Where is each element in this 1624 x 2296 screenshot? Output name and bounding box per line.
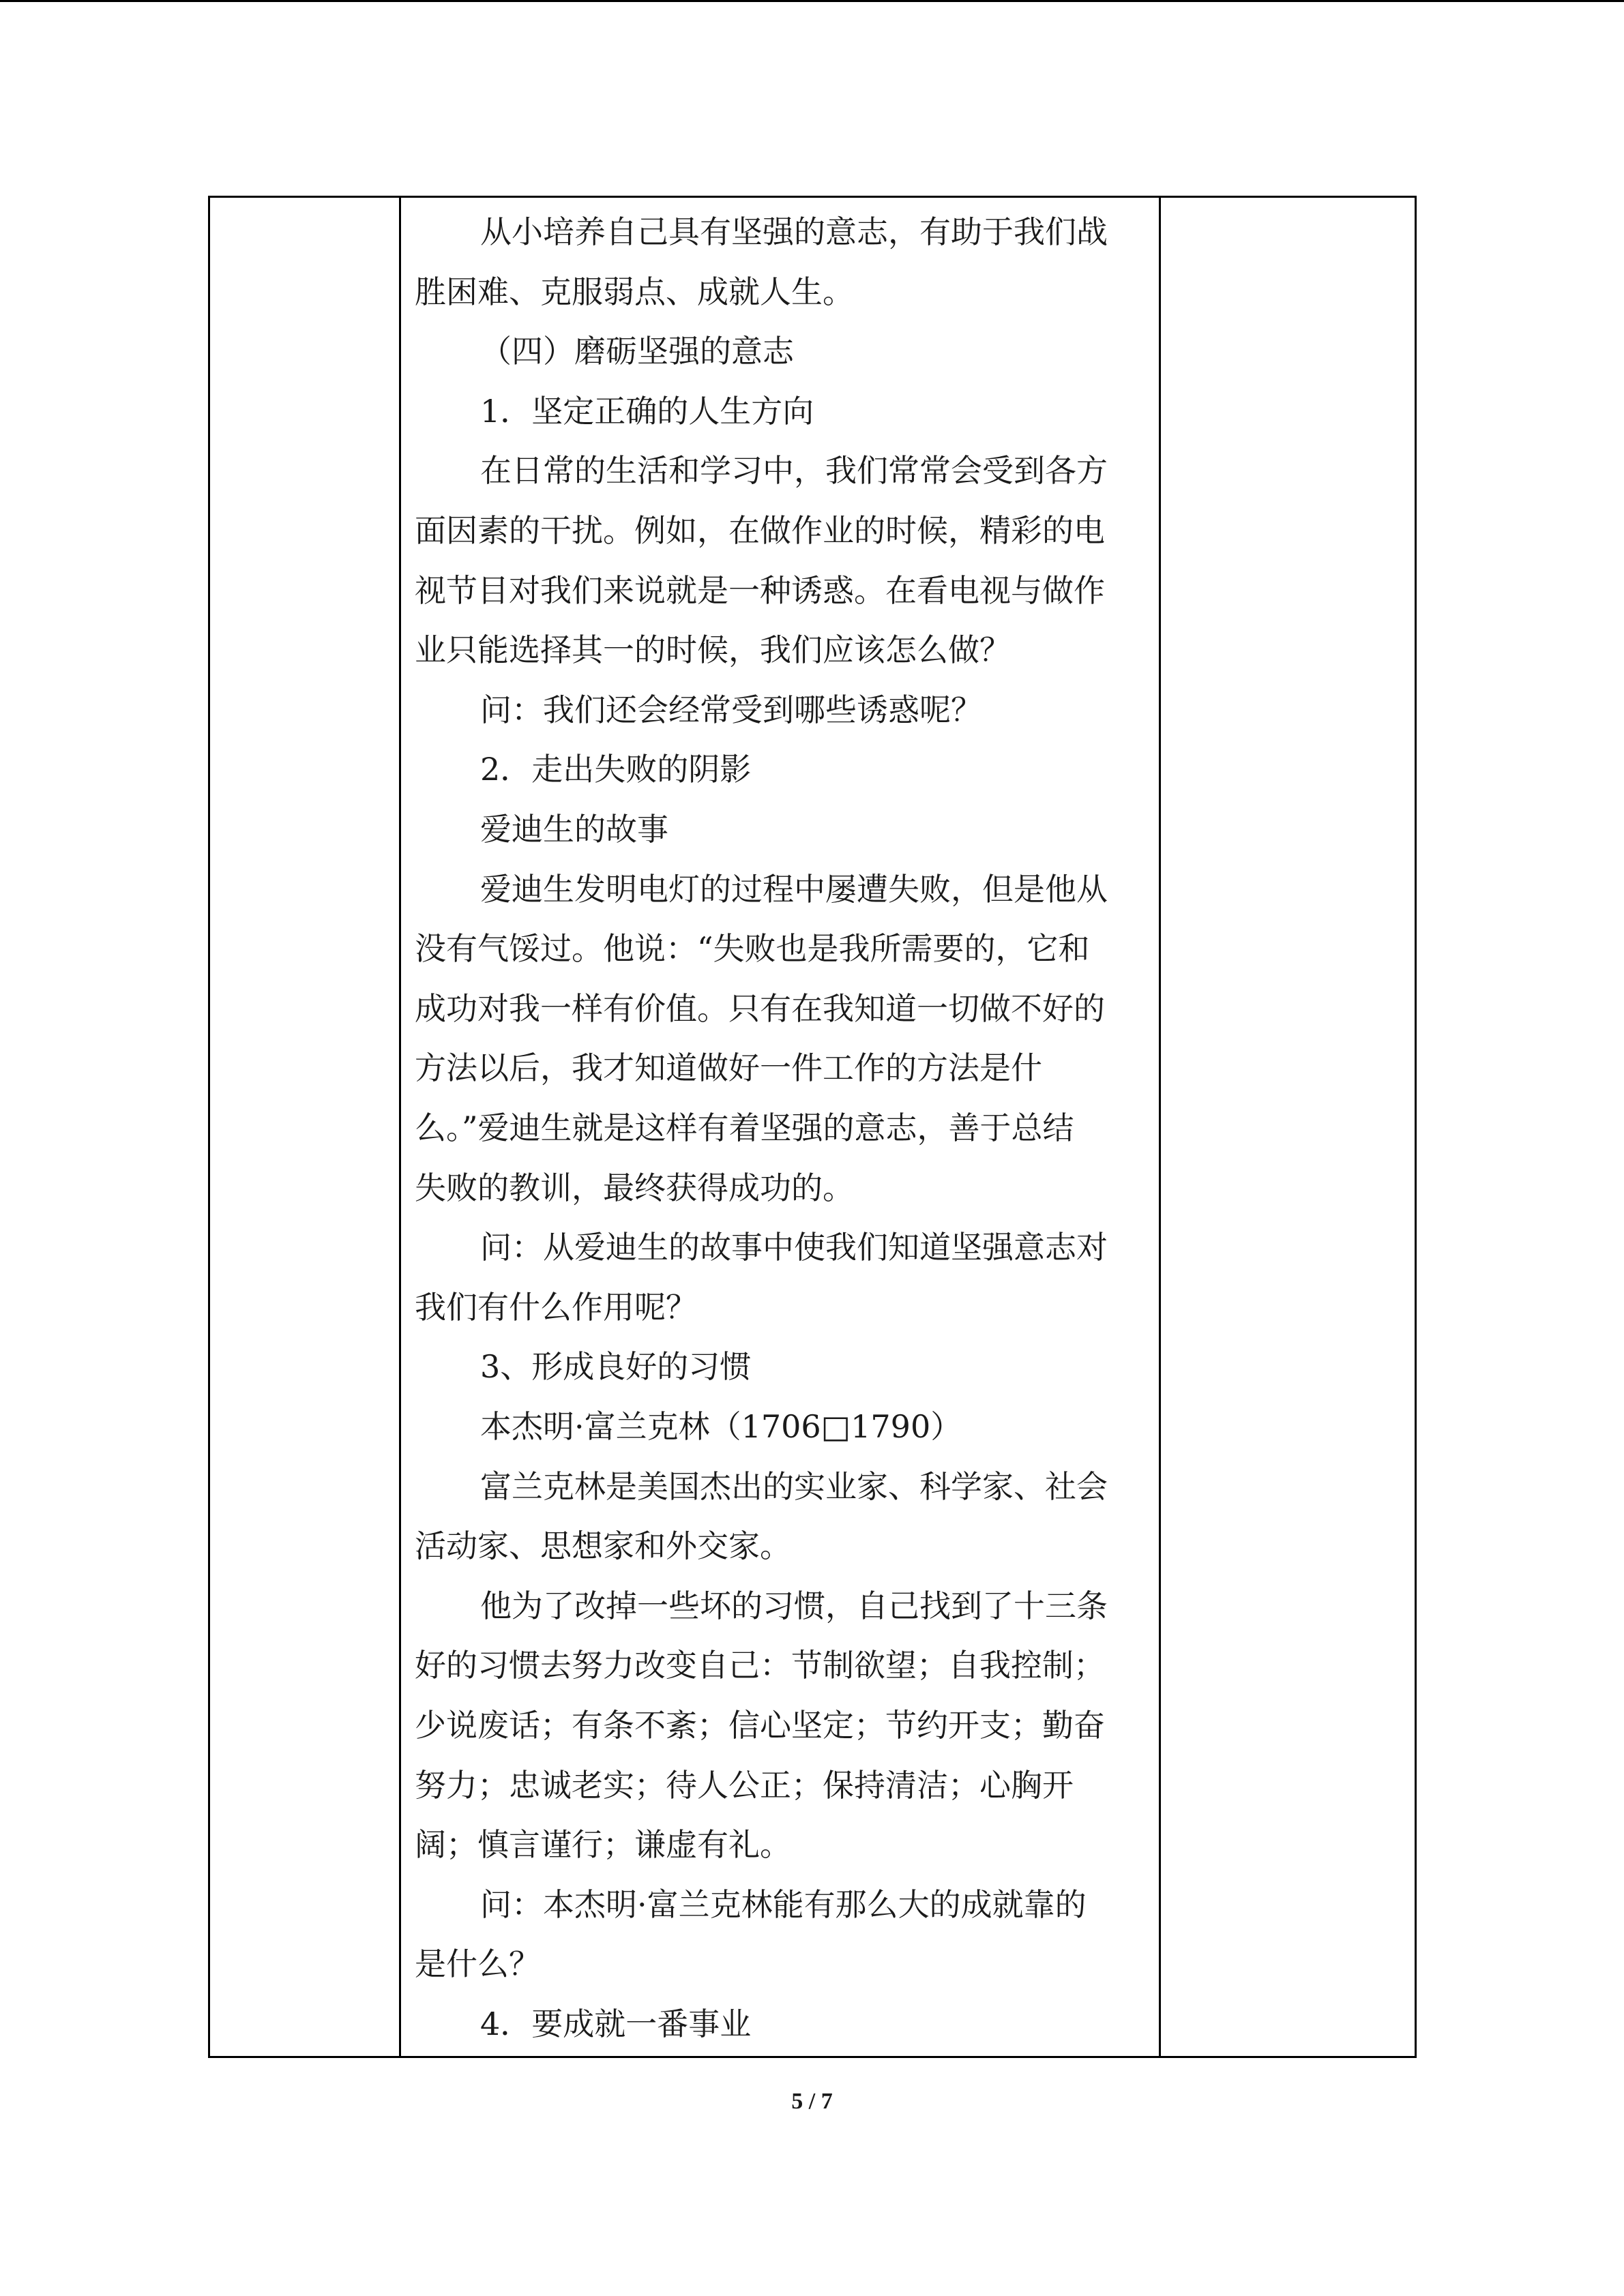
top-border-rule (0, 0, 1624, 2)
text-line: 是什么？ (415, 1945, 540, 1982)
text-line: 2．走出失败的阴影 (480, 751, 752, 788)
text-line: 他为了改掉一些坏的习惯，自己找到了十三条 (480, 1587, 1108, 1624)
text-line: 视节目对我们来说就是一种诱惑。在看电视与做作 (415, 572, 1105, 609)
text-line: 胜困难、克服弱点、成就人生。 (415, 273, 854, 310)
text-line: 方法以后，我才知道做好一件工作的方法是什 (415, 1049, 1042, 1086)
text-line: 从小培养自己具有坚强的意志，有助于我们战 (480, 213, 1108, 250)
text-line: 好的习惯去努力改变自己：节制欲望；自我控制； (415, 1647, 1105, 1684)
text-line: 爱迪生的故事 (480, 811, 668, 848)
text-line: 富兰克林是美国杰出的实业家、科学家、社会 (480, 1468, 1108, 1505)
text-line: 问：我们还会经常受到哪些诱惑呢？ (480, 691, 982, 728)
text-line: 爱迪生发明电灯的过程中屡遭失败，但是他从 (480, 871, 1108, 908)
text-line: 活动家、思想家和外交家。 (415, 1527, 791, 1564)
text-line: 本杰明·富兰克林（1706□1790） (480, 1408, 962, 1445)
text-line: 问：本杰明·富兰克林能有那么大的成就靠的 (480, 1886, 1087, 1923)
text-line: 成功对我一样有价值。只有在我知道一切做不好的 (415, 990, 1105, 1027)
text-line: 问：从爱迪生的故事中使我们知道坚强意志对 (480, 1229, 1108, 1266)
text-line: 失败的教训，最终获得成功的。 (415, 1169, 854, 1206)
text-line: 面因素的干扰。例如，在做作业的时候，精彩的电 (415, 512, 1105, 549)
text-line: 少说废话；有条不紊；信心坚定；节约开支；勤奋 (415, 1707, 1105, 1744)
text-line: 在日常的生活和学习中，我们常常会受到各方 (480, 452, 1108, 489)
text-line: 业只能选择其一的时候，我们应该怎么做？ (415, 631, 1011, 668)
text-line: 1．坚定正确的人生方向 (480, 393, 814, 430)
text-line: 4．要成就一番事业 (480, 2006, 752, 2042)
text-line: 没有气馁过。他说：“失败也是我所需要的，它和 (415, 930, 1090, 967)
text-line: 阔；慎言谨行；谦虚有礼。 (415, 1826, 791, 1863)
text-line: 3、形成良好的习惯 (480, 1348, 752, 1385)
text-line: 我们有什么作用呢？ (415, 1289, 697, 1326)
left-column-divider (399, 198, 401, 2056)
text-line: 么。”爱迪生就是这样有着坚强的意志，善于总结 (415, 1109, 1074, 1146)
page-number: 5 / 7 (791, 2089, 833, 2114)
text-line: （四）磨砺坚强的意志 (480, 333, 794, 370)
right-column-divider (1159, 198, 1161, 2056)
text-line: 努力；忠诚老实；待人公正；保持清洁；心胸开 (415, 1767, 1074, 1804)
lesson-table (208, 196, 1417, 2058)
